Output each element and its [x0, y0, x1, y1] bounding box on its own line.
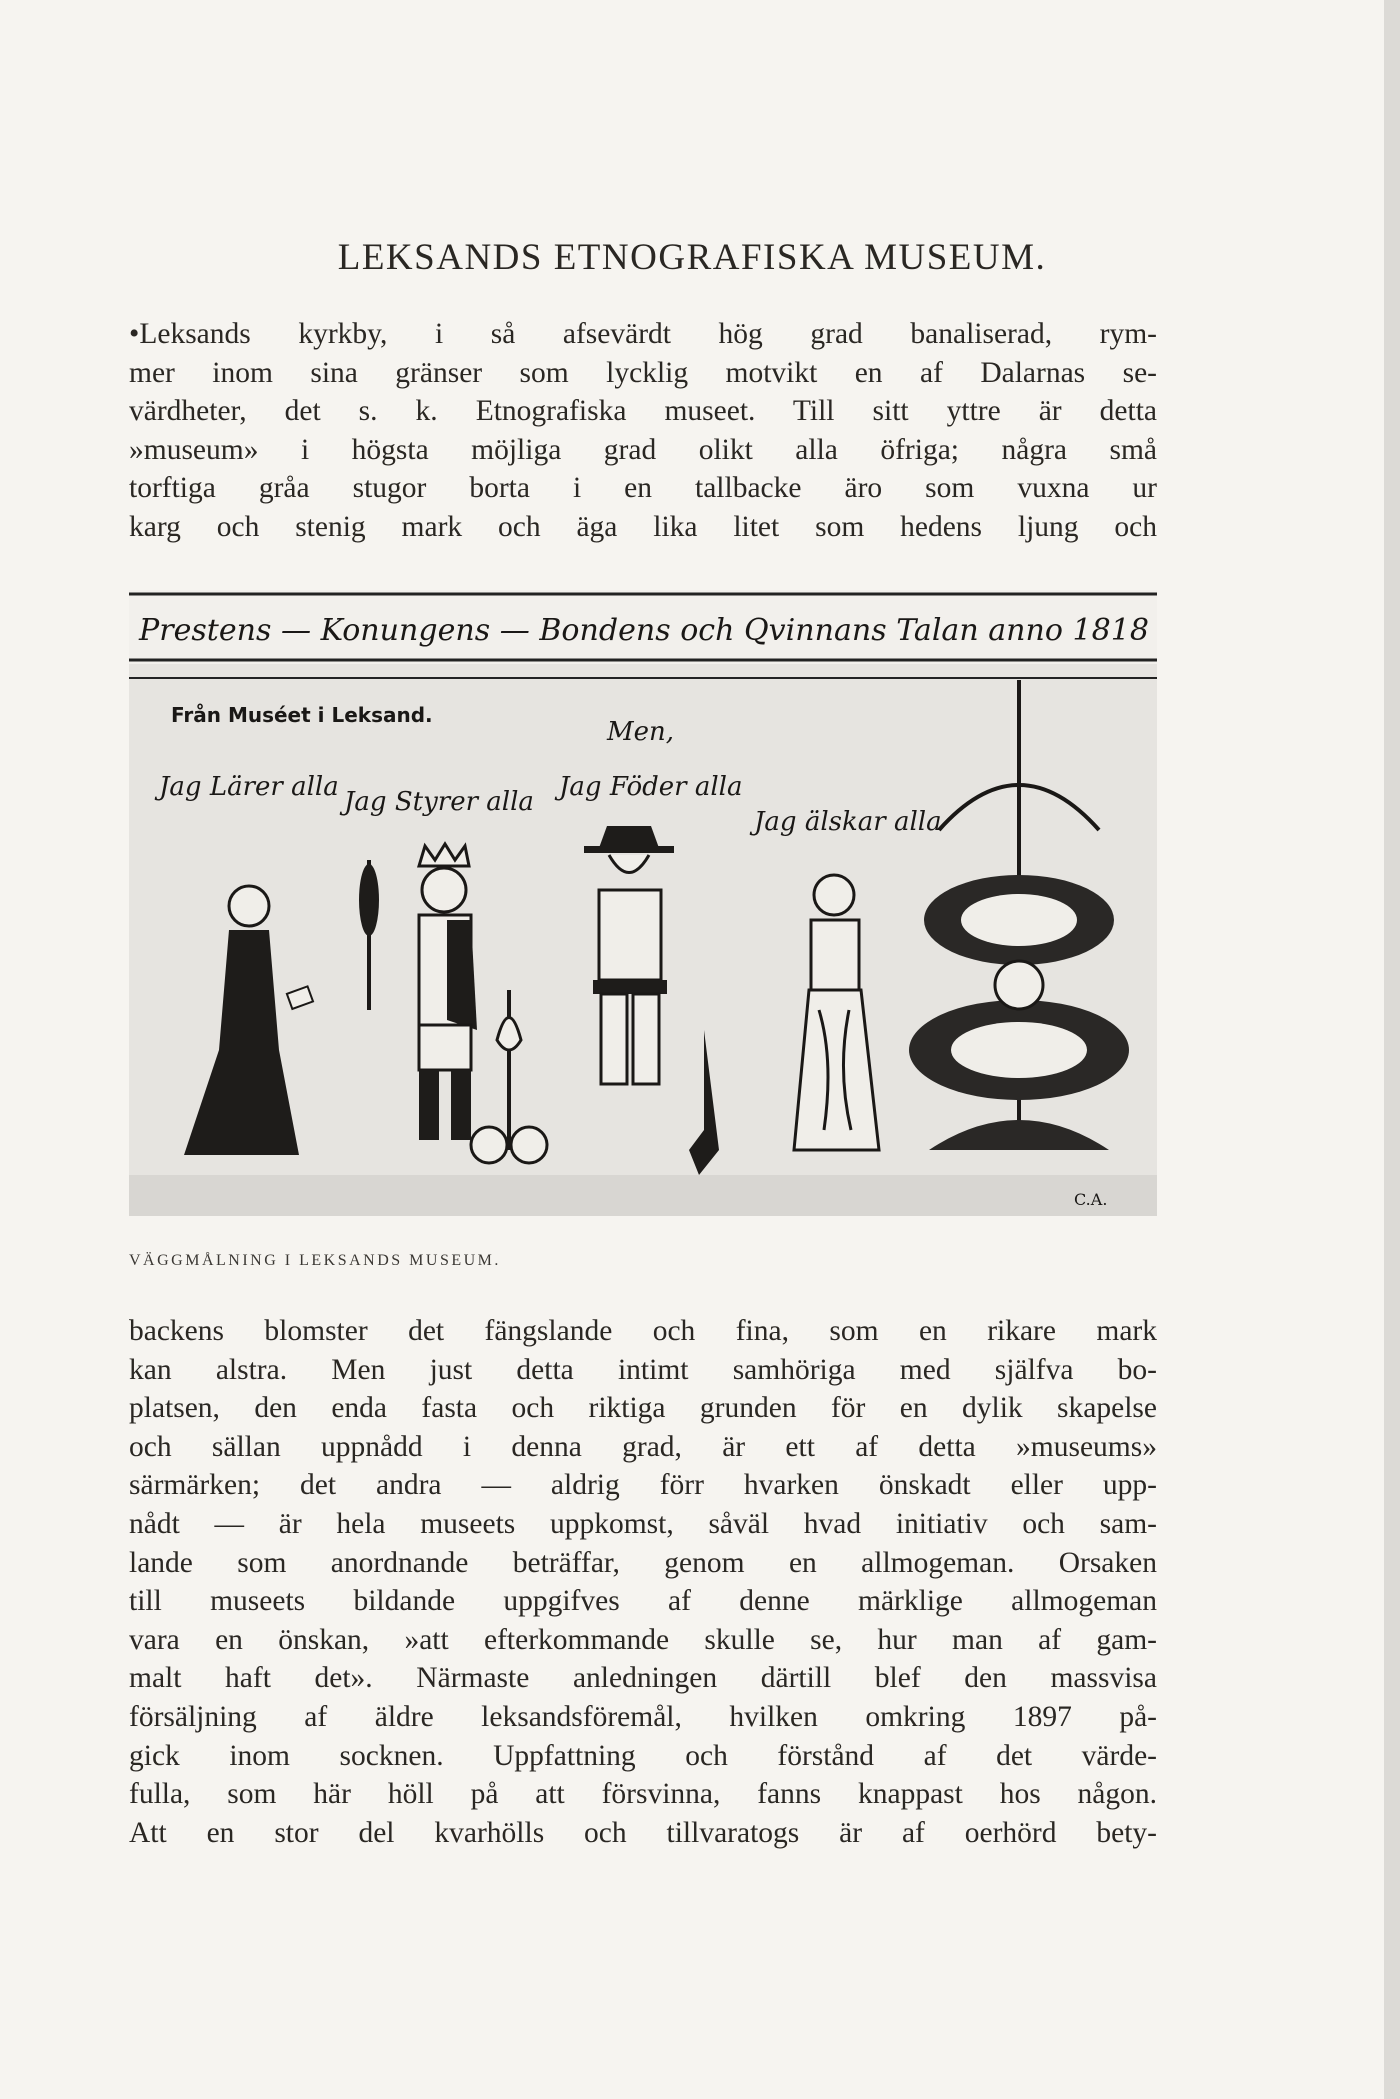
text-line: vara en önskan, »att efterkommande skulle se, hur man af gam- [129, 1623, 1157, 1656]
text-line: särmärken; det andra — aldrig förr hvarken önskadt eller upp- [129, 1469, 1157, 1502]
painter-signature: C.A. [1074, 1190, 1108, 1209]
text-line: kan alstra. Men just detta intimt samhöriga med själfva bo- [129, 1353, 1157, 1386]
text-line: karg och stenig mark och äga lika litet som hedens ljung och [129, 510, 1157, 543]
text-line: till museets bildande uppgifves af denne märklige allmogeman [129, 1585, 1157, 1618]
speech-woman: Jag älskar alla [754, 807, 942, 837]
figure-caption: VÄGGMÅLNING I LEKSANDS MUSEUM. [129, 1252, 501, 1269]
text-line: och sällan uppnådd i denna grad, är ett af detta »museums» [129, 1430, 1157, 1463]
museum-label: Från Muséet i Leksand. [171, 703, 433, 727]
text-line: platsen, den enda fasta och riktiga grunden för en dylik skapelse [129, 1392, 1157, 1425]
page-edge [1384, 0, 1400, 2099]
text-line: torftiga gråa stugor borta i en tallbacke äro som vuxna ur [129, 472, 1157, 505]
speech-farmer-top: Men, [607, 717, 675, 747]
page-title: LEKSANDS ETNOGRAFISKA MUSEUM. [337, 237, 1047, 278]
speech-farmer: Jag Föder alla [559, 772, 743, 802]
text-line: gick inom socknen. Uppfattning och förstånd af det värde- [129, 1739, 1157, 1772]
text-line: fulla, som här höll på att försvinna, fanns knappast hos någon. [129, 1778, 1157, 1811]
speech-priest: Jag Lärer alla [159, 772, 339, 802]
ground [129, 1175, 1157, 1216]
text-line: nådt — är hela museets uppkomst, såväl hvad initiativ och sam- [129, 1507, 1157, 1540]
text-line: malt haft det». Närmaste anledningen därtill blef den massvisa [129, 1662, 1157, 1695]
text-line: »museum» i högsta möjliga grad olikt alla öfriga; några små [129, 433, 1157, 466]
text-line: Att en stor del kvarhölls och tillvaratogs är af oerhörd bety- [129, 1816, 1157, 1849]
text-line: värdheter, det s. k. Etnografiska museet. Till sitt yttre är detta [129, 395, 1157, 428]
text-line: •Leksands kyrkby, i så afsevärdt hög grad banaliserad, rym- [129, 318, 1157, 350]
paragraph-intro [129, 315, 1157, 547]
text-line: backens blomster det fängslande och fina, som en rikare mark [129, 1315, 1157, 1347]
wall-painting-figure [129, 590, 1157, 1216]
speech-king: Jag Styrer alla [344, 787, 534, 817]
banner-text: Prestens — Konungens — Bondens och Qvinnans Talan anno 1818 [137, 613, 1150, 648]
wall-painting-illustration [129, 590, 1157, 1216]
paragraph-body [129, 1312, 1157, 1852]
text-line: lande som anordnande beträffar, genom en allmogeman. Orsaken [129, 1546, 1157, 1579]
text-line: försäljning af äldre leksandsföremål, hvilken omkring 1897 på- [129, 1700, 1157, 1733]
text-line: mer inom sina gränser som lycklig motvikt en af Dalarnas se- [129, 356, 1157, 389]
